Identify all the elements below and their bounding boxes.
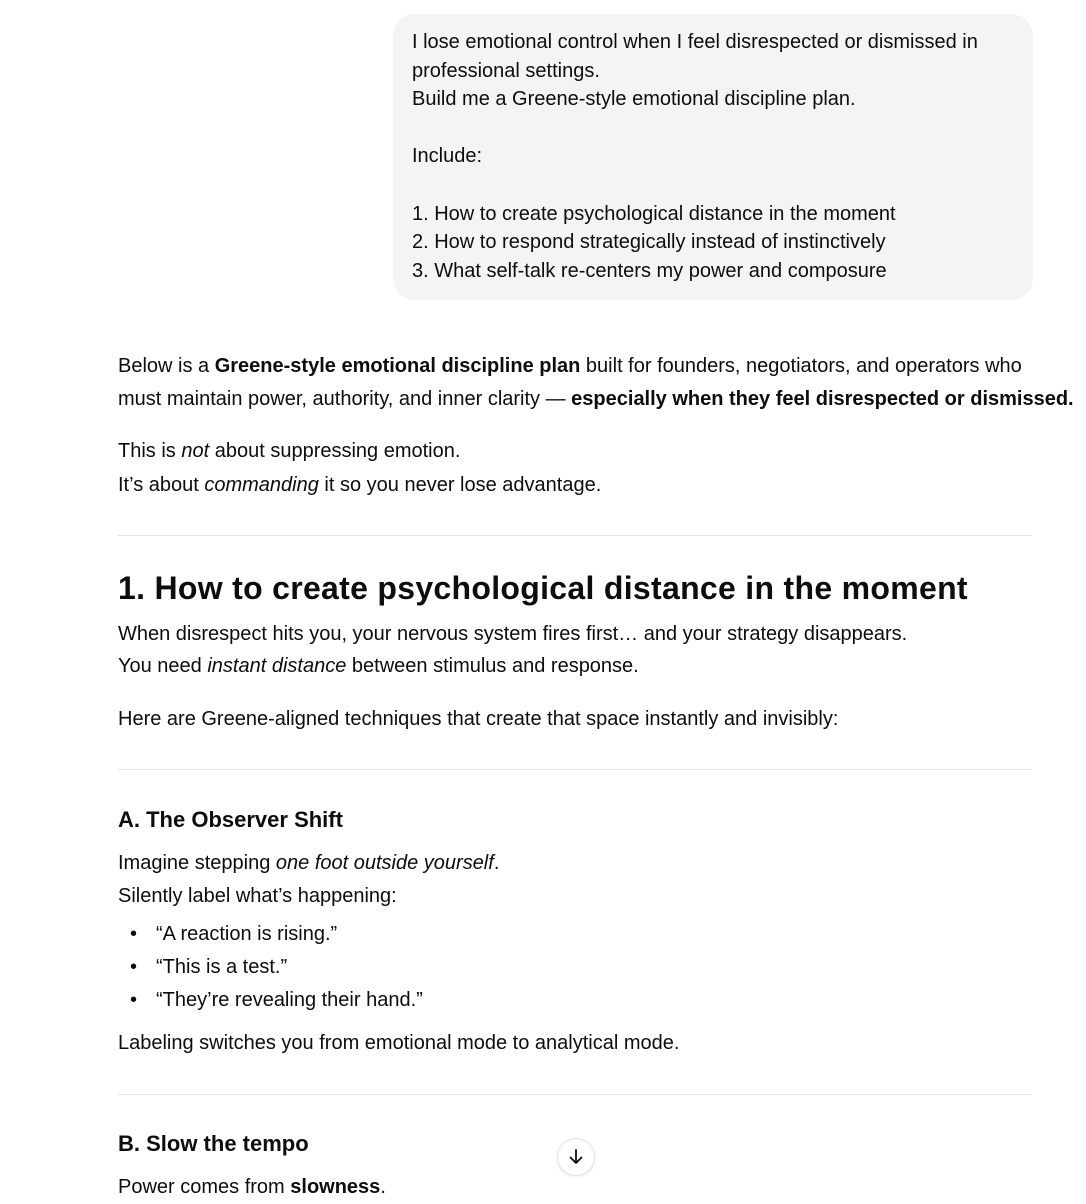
subsection-heading: B. Slow the tempo xyxy=(118,1131,309,1156)
arrow-down-icon xyxy=(566,1147,586,1167)
scroll-to-bottom-button[interactable] xyxy=(557,1138,595,1176)
user-message-line: I lose emotional control when I feel disrespected or dismissed in xyxy=(412,31,978,53)
bullet-icon: • xyxy=(130,956,138,978)
divider xyxy=(118,1094,1032,1095)
subsection-heading: A. The Observer Shift xyxy=(118,807,343,832)
bullet-icon: • xyxy=(130,989,138,1011)
user-message-line: Build me a Greene-style emotional discipline plan. xyxy=(412,88,856,111)
paragraph: When disrespect hits you, your nervous system fires first… and your strategy disappears. xyxy=(118,623,908,645)
user-message-list-item: 3. What self-talk re-centers my power and composure xyxy=(412,259,887,282)
user-message-line: professional settings. xyxy=(412,59,600,82)
section-heading: 1. How to create psychological distance in the moment xyxy=(118,570,968,606)
user-message-list-item: 1. How to create psychological distance in the moment xyxy=(412,202,896,225)
paragraph: Silently label what’s happening: xyxy=(118,885,397,907)
paragraph: Labeling switches you from emotional mode to analytical mode. xyxy=(118,1032,680,1054)
user-message-line: Include: xyxy=(412,145,483,168)
paragraph: Here are Greene-aligned techniques that create that space instantly and invisibly: xyxy=(118,708,839,730)
paragraph: You need instant distance between stimulus and response. xyxy=(118,655,639,677)
intro-line: must maintain power, authority, and inner clarity — especially when they feel disrespected or dismissed. xyxy=(118,388,1074,410)
intro-line: This is not about suppressing emotion. xyxy=(118,440,461,462)
intro-line: It’s about commanding it so you never lose advantage. xyxy=(118,474,602,496)
user-message-bubble xyxy=(393,14,1033,300)
paragraph: Power comes from slowness. xyxy=(118,1176,386,1198)
intro-line: Below is a Greene-style emotional discipline plan built for founders, negotiators, and operators who xyxy=(118,355,1022,377)
bullet-icon: • xyxy=(130,923,138,945)
divider xyxy=(118,535,1032,536)
paragraph: Imagine stepping one foot outside yourself. xyxy=(118,852,500,874)
user-message-list-item: 2. How to respond strategically instead of instinctively xyxy=(412,231,886,254)
divider xyxy=(118,769,1032,770)
